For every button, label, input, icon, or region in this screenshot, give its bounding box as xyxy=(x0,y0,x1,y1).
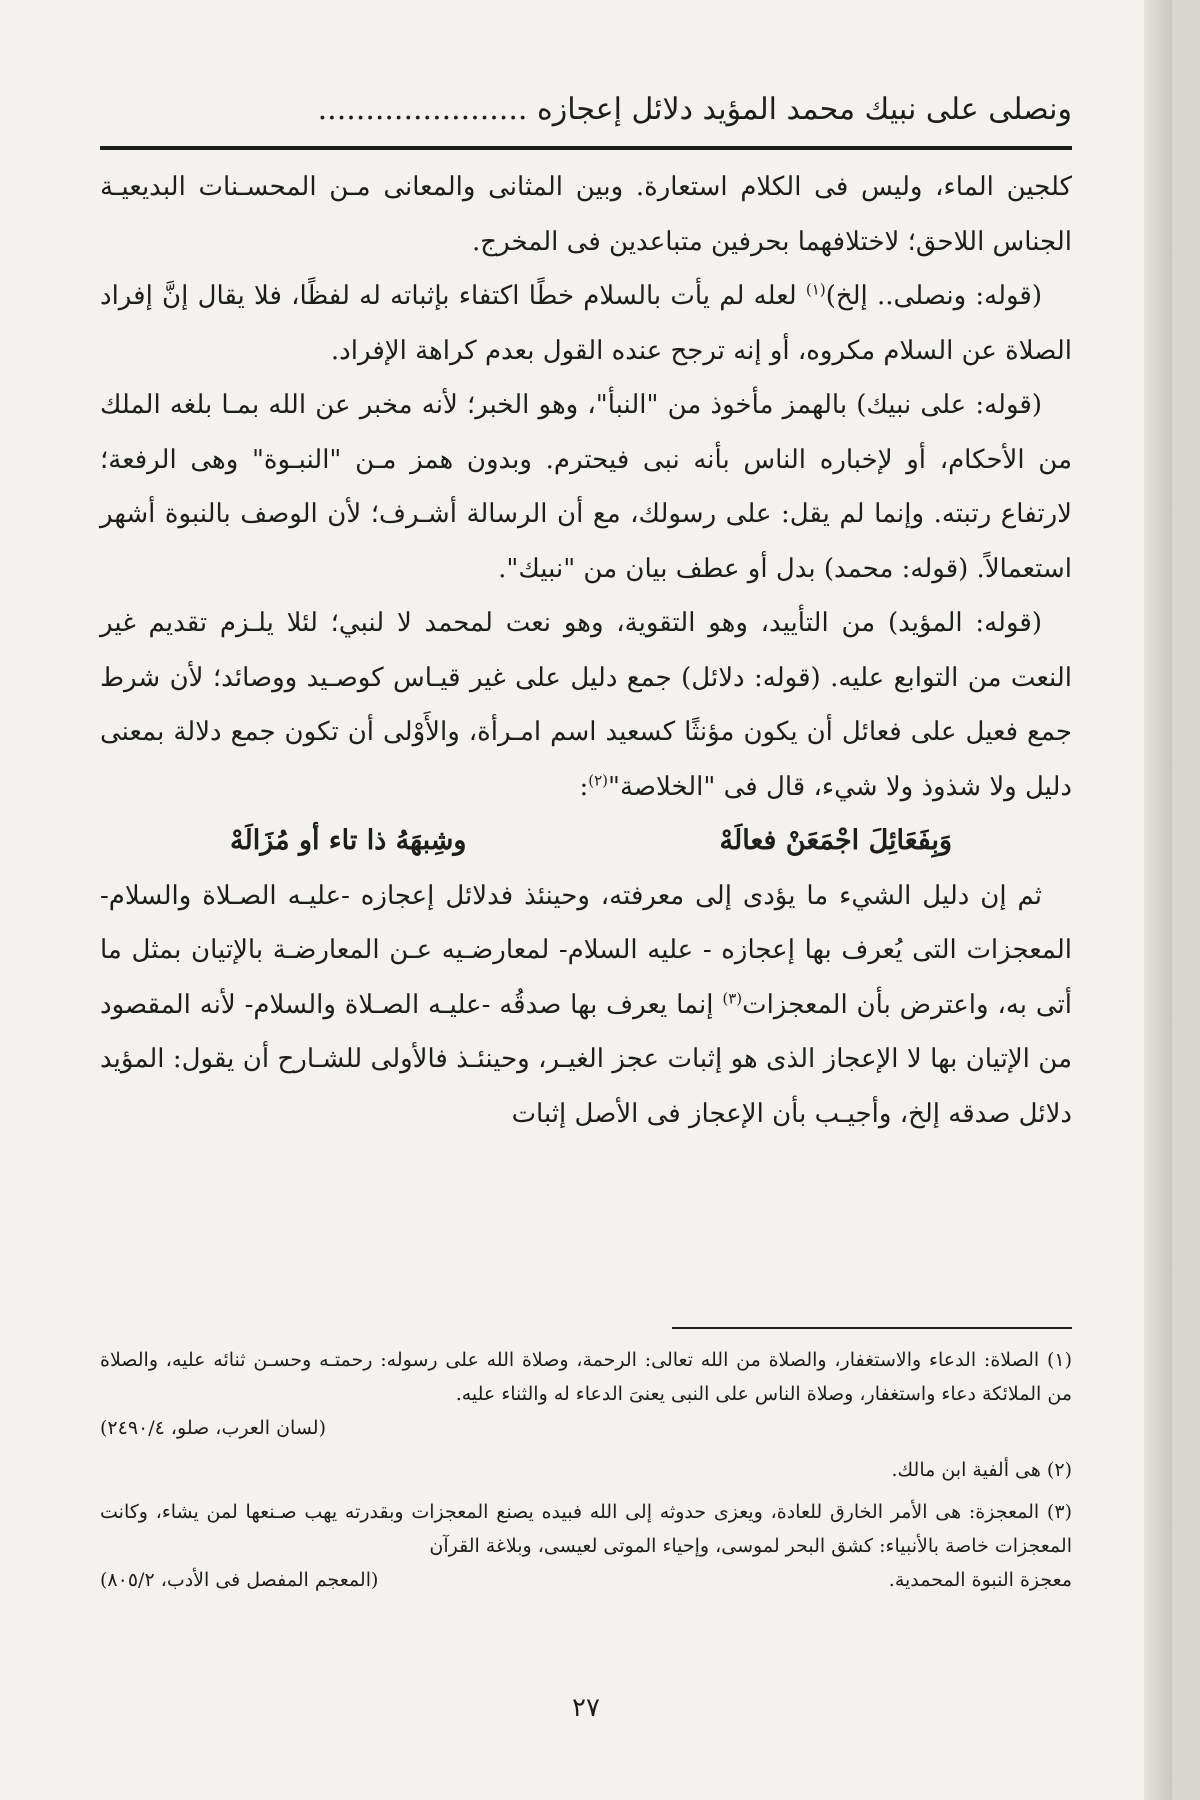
paragraph-5-text: ثم إن دليل الشيء ما يؤدى إلى معرفته، وحينئذ فدلائل إعجازه -عليـه الصـلاة والسلام- المعجزات التى يُعرف بها إعجازه - عليه السلام- لمعارضـيه عـن المعارضـة بالإتيان بمثل ما أتى به، واعترض بأن المعجزات xyxy=(100,880,1072,1020)
paragraph-4-colon: : xyxy=(579,771,589,802)
paragraph-5-text-cont: إنما يعرف بها صدقُه -عليـه الصـلاة والسلام- لأنه المقصود من الإتيان بها لا الإعجاز الذى هو إثبات عجز الغيـر، وحينئـذ فالأولى للشـارح أن يقول: المؤيد دلائل صدقه إلخ، وأجيـب بأن الإعجاز فى الأصل إثبات xyxy=(100,989,1072,1129)
footnote-ref-1: (١) xyxy=(805,280,826,299)
footnote-3: (٣) المعجزة: هى الأمر الخارق للعادة، ويعزى حدوثه إلى الله فبيده يصنع المعجزات وبقدرته يهب صـنعها لمن يشاء، وكانت المعجزات خاصة بالأنبياء: كشق البحر لموسى، وإحياء الموتى لعيسى، وبلاغة القرآن xyxy=(100,1501,1072,1557)
page-number: ٢٧ xyxy=(572,1693,600,1723)
verse xyxy=(100,814,1072,869)
footnote-rule xyxy=(672,1327,1072,1329)
footnote-ref-3: (٣) xyxy=(722,988,743,1007)
paragraph-2 xyxy=(100,269,1072,378)
footnote-1: (١) الصلاة: الدعاء والاستغفار، والصلاة من الله تعالى: الرحمة، وصلاة الله على رسوله: رحمتـه وحسـن ثنائه عليه، والصلاة من الملائكة دعاء واستغفار، وصلاة الناس على النبى يعنىَ الدعاء له والثناء عليه. xyxy=(100,1349,1073,1405)
paragraph-1: كلجين الماء، وليس فى الكلام استعارة. وبين المثانى والمعانى مـن المحسـنات البديعيـة الجناس اللاحق؛ لاختلافهما بحرفين متباعدين فى المخرج. xyxy=(100,172,1072,257)
paragraph-2-text: لعله لم يأت بالسلام خطًا اكتفاء بإثباته له لفظًا، فلا يقال إنَّ إفراد الصلاة عن السلام مكروه، أو إنه ترجح عنده القول بعدم كراهة الإفراد. xyxy=(100,281,1072,366)
footnote-ref-2: (٢) xyxy=(588,770,608,789)
footnote-3-source: (المعجم المفصل فى الأدب، ٨٠٥/٢) xyxy=(100,1569,379,1591)
footnote-3-last-line xyxy=(100,1563,1072,1597)
running-header xyxy=(100,82,1072,138)
page-edge-shadow xyxy=(1144,0,1172,1800)
verse-hemistich-right: وَبِفَعَائِلَ اجْمَعَنْ فعالَهْ xyxy=(719,825,952,856)
verse-hemistich-left: وشِبهَهُ ذا تاء أو مُزَالَهْ xyxy=(230,825,467,856)
paragraph-4-text: (قوله: المؤيد) من التأييد، وهو التقوية، وهو نعت لمحمد لا لنبي؛ لئلا يلـزم تقديم غير النعت من التوابع عليه. (قوله: دلائل) جمع دليل على غير قيـاس كوصـيد ووصائد؛ لأن شرط جمع فعيل على فعائل أن يكون مؤنثًا كسعيد اسم امـرأة، والأَوْلى أن تكون جمع دلالة بمعنى دليل ولا شذوذ ولا شيء، قال فى "الخلاصة" xyxy=(100,608,1072,802)
paragraph-5 xyxy=(100,869,1072,1142)
footnote-3-end: معجزة النبوة المحمدية. xyxy=(888,1569,1072,1591)
paragraph-2-lemma: (قوله: ونصلى.. إلخ) xyxy=(825,281,1042,311)
header-dots: ...................... xyxy=(317,92,528,127)
footnote-1-source: (لسان العرب، صلو، ٢٤٩٠/٤) xyxy=(100,1417,326,1439)
main-text xyxy=(100,160,1072,1141)
paragraph-3: (قوله: على نبيك) بالهمز مأخوذ من "النبأ"، وهو الخبر؛ لأنه مخبر عن الله بمـا بلغه الملك من الأحكام، أو لإخباره الناس بأنه نبى فيحترم. وبدون همز مـن "النبـوة" وهى الرفعة؛ لارتفاع رتبته. وإنما لم يقل: على رسولك، مع أن الرسالة أشـرف؛ لأن الوصف بالنبوة أشهر استعمالاً. (قوله: محمد) بدل أو عطف بيان من "نبيك". xyxy=(100,390,1072,584)
footnotes xyxy=(100,1343,1072,1597)
running-title: ونصلى على نبيك محمد المؤيد دلائل إعجازه xyxy=(536,92,1072,127)
footnote-2: (٢) هى ألفية ابن مالك. xyxy=(891,1459,1072,1481)
header-rule xyxy=(100,146,1072,150)
paragraph-4 xyxy=(100,596,1072,814)
